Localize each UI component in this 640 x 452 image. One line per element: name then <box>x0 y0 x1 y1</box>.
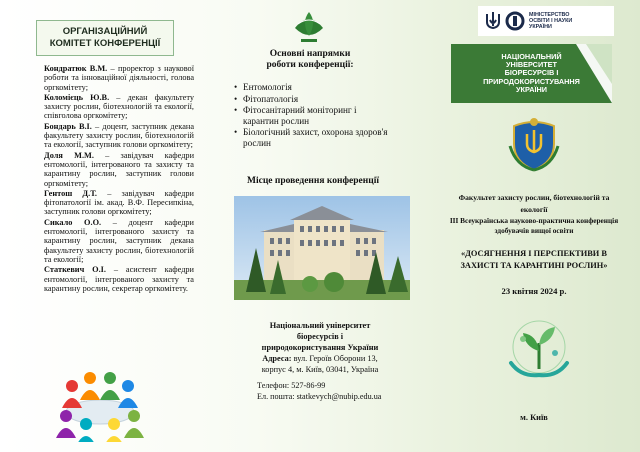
conference-type-line2: здобувачів вищої освіти <box>494 226 574 235</box>
venue-title: Місце проведення конференції <box>247 176 379 186</box>
member-name: Доля М.М. <box>44 150 94 160</box>
address-line2: корпус 4, м. Київ, 03041, Україна <box>261 365 379 374</box>
committee-member <box>44 151 194 188</box>
committee-member <box>44 93 194 121</box>
direction-item: • Фітопатологія <box>232 94 392 105</box>
member-name: Кондратюк В.М. <box>44 64 108 73</box>
directions-title-line2: роботи конференції: <box>266 60 354 70</box>
contacts <box>257 380 427 402</box>
member-name: Бондарь В.І. <box>44 121 92 131</box>
address-text: вул. Героїв Оборони 13, <box>293 354 378 363</box>
direction-item: • Ентомологія <box>232 82 392 93</box>
committee-member <box>44 189 194 217</box>
committee-member <box>44 64 194 92</box>
member-role: – завідувач кафедри ентомології, інтегрованого та захисту та карантину рослин, заступник голови оргкомітету; <box>44 150 195 188</box>
address-label: Адреса: <box>262 354 292 363</box>
venue-address <box>228 320 412 375</box>
banner-line4: ПРИРОДОКОРИСТУВАННЯ <box>483 76 580 86</box>
directions-list <box>232 82 392 149</box>
member-role: – проректор з наукової роботи та інноваційної діяльності, голова оргкомітету; <box>44 64 195 92</box>
committee-member <box>44 218 194 264</box>
banner-line2: УНІВЕРСИТЕТ <box>506 60 557 70</box>
faculty-line2: екології <box>520 205 548 214</box>
ministry-line1: МІНІСТЕРСТВО <box>529 11 570 18</box>
address-line1 <box>228 353 412 364</box>
conference-title-line2: ЗАХИСТІ ТА КАРАНТИНІ РОСЛИН» <box>460 260 608 270</box>
member-name: Гентош Д.Т. <box>44 188 97 198</box>
university-name-line2: біоресурсів і <box>296 332 344 341</box>
faculty-name <box>444 192 624 216</box>
trident-icon <box>482 10 504 32</box>
direction-item: • Фітосанітарний моніторинг і карантин рослин <box>232 105 392 126</box>
mon-symbol-icon <box>504 10 526 32</box>
conference-title <box>444 248 624 271</box>
directions-title <box>240 49 380 71</box>
banner-line1: НАЦІОНАЛЬНИЙ <box>501 51 562 61</box>
ministry-logo <box>478 6 614 36</box>
email[interactable]: Ел. пошта: statkevych@nubip.edu.ua <box>257 392 382 401</box>
conference-city: м. Київ <box>520 413 548 422</box>
member-role: – асистент кафедри ентомології, інтегрованого захисту та карантину рослин, секретар оргкомітету. <box>44 265 194 293</box>
member-role: – декан факультету захисту рослин, біотехнологій та екології, співголова оргкомітету; <box>44 92 194 121</box>
plant-protection-logo <box>503 313 575 385</box>
committee-title-line2: КОМІТЕТ КОНФЕРЕНЦІЇ <box>49 38 161 49</box>
conference-type-line1: ІІІ Всеукраїнська науково-практична конференція <box>449 216 619 225</box>
university-name-line3: природокористування України <box>261 343 379 352</box>
phone: Телефон: 527-86-99 <box>257 381 326 390</box>
direction-item: • Біологічний захист, охорона здоров'я рослин <box>232 127 392 148</box>
member-name: Сикало О.О. <box>44 217 102 227</box>
directions-title-line1: Основні напрямки <box>269 49 351 59</box>
committee-title-box <box>36 20 174 56</box>
university-name-line1: Національний університет <box>269 321 371 330</box>
conference-date: 23 квітня 2024 р. <box>501 286 567 296</box>
member-name: Коломієць Ю.В. <box>44 92 110 102</box>
banner-line5: УКРАЇНИ <box>515 84 547 94</box>
team-meeting-illustration <box>50 360 150 442</box>
ministry-line2: ОСВІТИ І НАУКИ <box>529 17 573 24</box>
faculty-line1: Факультет захисту рослин, біотехнологій та <box>458 193 610 202</box>
ministry-line3: УКРАЇНИ <box>529 24 552 31</box>
university-banner <box>451 44 612 103</box>
conference-title-line1: «ДОСЯГНЕННЯ І ПЕРСПЕКТИВИ В <box>460 249 608 258</box>
member-role: – завідувач кафедри фітопатології ім. акад. В.Ф. Пересипкіна, заступник голови оргкомітету; <box>44 188 194 217</box>
committee-members-list <box>44 64 194 294</box>
university-coat-of-arms <box>508 116 560 172</box>
university-building-photo <box>234 196 410 300</box>
committee-title-line1: ОРГАНІЗАЦІЙНИЙ <box>62 26 148 37</box>
banner-line3: БІОРЕСУРСІВ І <box>504 68 559 78</box>
committee-member <box>44 122 194 150</box>
conference-type <box>444 216 624 236</box>
member-name: Статкевич О.І. <box>44 265 106 275</box>
committee-member <box>44 265 194 293</box>
member-role: – доцент, заступник декана факультету захисту рослин, біотехнологій та екології, заступник голови оргкомітету; <box>44 121 195 150</box>
member-role: – доцент кафедри ентомології, інтегрованого захисту та карантину рослин, заступник декана факультету захисту рослин, біотехнологій та екології; <box>44 217 194 264</box>
ukraine-outline-leaf-logo <box>289 6 329 46</box>
